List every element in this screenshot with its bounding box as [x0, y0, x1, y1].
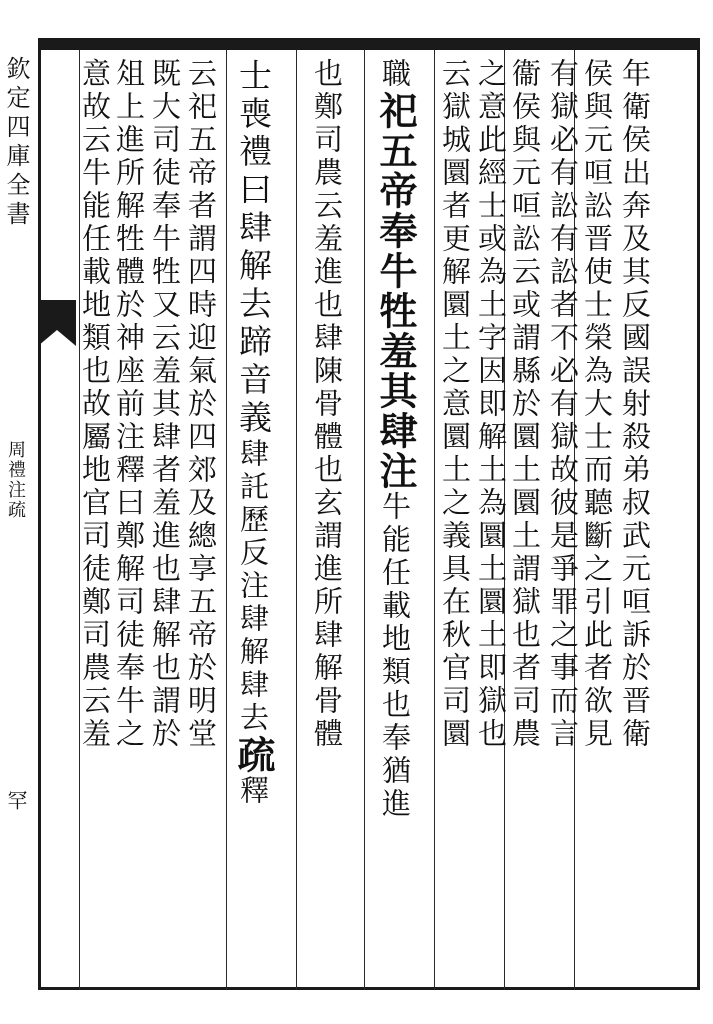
text-column: 云祀五帝者謂四時迎氣於四郊及總享五帝於明堂 — [184, 58, 218, 751]
text-column: 侯與元咺訟晋使士榮為大士而聽斷之引此者欲見 — [580, 58, 614, 751]
text-column: 有獄必有訟有訟者不必有獄故彼是爭罪之事而言 — [546, 58, 580, 751]
subcommentary-marker: 疏 — [231, 735, 276, 775]
top-border-bar — [38, 38, 700, 50]
commentary-text: 牛能任載地類也奉猶進 — [378, 491, 412, 821]
margin-title: 欽定四庫全書 — [2, 56, 30, 230]
column-rule — [226, 50, 227, 990]
text-column: 之意此經士或為土字因即解土為圜土圜土即獄也 — [474, 58, 508, 751]
commentary-marker: 注 — [373, 451, 418, 491]
text-column: 衞侯與元咺訟云或謂縣於圜土圜土謂獄也者司農 — [508, 58, 542, 751]
classic-text: 祀五帝奉牛牲羞其肆 — [373, 91, 418, 451]
text-column: 意故云牛能任載地類也故屬地官司徒鄭司農云羞 — [78, 58, 112, 751]
margin-subtitle: 周禮注疏 — [5, 440, 26, 520]
pronunciation-note: 肆託歷反注肆解肆去 — [236, 438, 270, 735]
text-column: 云獄城圜者更解圜土之意圜土之義具在秋官司圜 — [438, 58, 472, 751]
pronunciation-marker: 音義 — [234, 362, 273, 438]
text-column: 俎上進所解牲體於神座前注釋曰鄭解司徒奉牛之 — [112, 58, 146, 751]
column-rule — [364, 50, 365, 990]
text-column: 既大司徒奉牛牲又云羞其肆者羞進也肆解也謂於 — [148, 58, 182, 751]
fish-tail-mark — [38, 300, 76, 346]
text-column: 也鄭司農云羞進也肆陳骨體也玄謂進所肆解骨體 — [310, 58, 344, 751]
text-segment: 釋 — [236, 775, 270, 808]
commentary-text: 士喪禮曰肆解去蹄 — [234, 58, 273, 362]
column-rule — [296, 50, 297, 990]
text-column-mixed — [373, 58, 418, 821]
text-segment: 職 — [378, 58, 412, 91]
text-column: 年衛侯出奔及其反國誤射殺弟叔武元咺訴於晋衛 — [618, 58, 652, 751]
column-rule — [434, 50, 435, 990]
page-number: 罕 — [4, 790, 28, 810]
text-column-mixed — [231, 58, 276, 808]
